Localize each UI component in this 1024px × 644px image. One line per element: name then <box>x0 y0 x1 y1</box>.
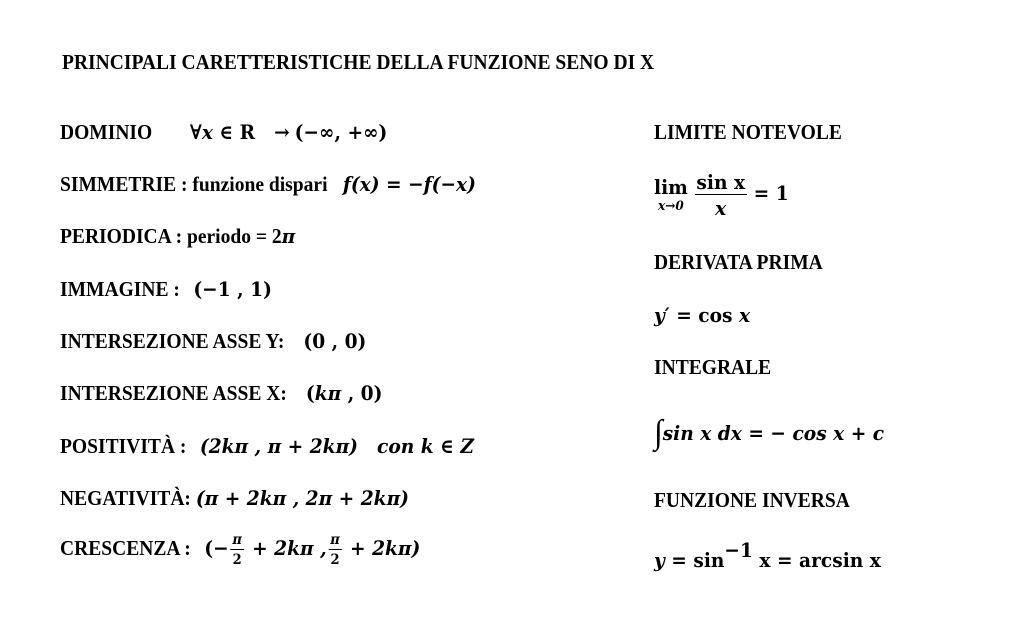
positivita-row <box>60 434 474 459</box>
limit-operator <box>654 177 688 213</box>
positivita-label: POSITIVITÀ : <box>60 434 187 458</box>
inversa-sin: = sin <box>664 548 725 572</box>
intersezione-x-label: INTERSEZIONE ASSE X: <box>60 381 287 405</box>
positivita-value: (2kπ , π + 2kπ) <box>199 434 358 458</box>
dominio-set: ∈ R <box>212 120 256 144</box>
limite-formula <box>654 172 789 218</box>
immagine-value: (−1 , 1) <box>193 277 272 301</box>
limit-word: lim <box>654 175 688 199</box>
intersezione-x-close: , 0) <box>341 381 383 405</box>
negativita-row <box>60 486 409 511</box>
inversa-formula <box>654 540 881 573</box>
derivata-prima-label: DERIVATA PRIMA <box>654 250 823 274</box>
derivata-x: x <box>738 303 751 327</box>
limit-subscript: x→0 <box>658 199 684 214</box>
crescenza-mid: + 2kπ , <box>245 535 327 560</box>
inversa-y: y <box>654 548 665 572</box>
intersezione-y-label: INTERSEZIONE ASSE Y: <box>60 329 285 353</box>
periodica-pi: π <box>281 224 296 248</box>
funzione-inversa-label: FUNZIONE INVERSA <box>654 488 850 512</box>
fraction-denominator: 2 <box>232 552 242 568</box>
limit-numerator: sin x <box>696 170 746 194</box>
limit-result: = 1 <box>753 180 789 205</box>
simmetrie-label: SIMMETRIE : <box>60 172 188 196</box>
derivata-y: y′ <box>654 303 670 327</box>
dominio-row <box>60 120 387 145</box>
crescenza-row <box>60 533 420 567</box>
inversa-exponent: −1 <box>724 538 753 562</box>
page-title: PRINCIPALI CARETTERISTICHE DELLA FUNZIONE SENO DI X <box>62 50 655 74</box>
simmetrie-formula: f(x) = −f(−x) <box>342 172 476 196</box>
periodica-text: : periodo = 2 <box>175 224 282 248</box>
crescenza-label: CRESCENZA : <box>60 535 191 560</box>
fraction-denominator: 2 <box>330 552 340 568</box>
intersezione-x-row <box>60 381 382 406</box>
crescenza-end: + 2kπ) <box>343 535 421 560</box>
integrale-expression: sin x dx = − cos x + c <box>662 420 885 445</box>
derivata-formula <box>654 303 750 328</box>
simmetrie-row <box>60 172 476 197</box>
limit-denominator: x <box>715 196 727 220</box>
dominio-variable: x <box>201 120 213 144</box>
integral-sign: ∫ <box>654 414 663 451</box>
crescenza-fraction-1 <box>231 533 244 567</box>
forall-symbol: ∀ <box>189 120 202 144</box>
limit-fraction <box>695 172 747 218</box>
crescenza-fraction-2 <box>328 533 341 567</box>
periodica-row <box>60 224 295 249</box>
integrale-label: INTEGRALE <box>654 355 772 379</box>
arrow-icon: → <box>274 120 290 144</box>
intersezione-y-value: (0 , 0) <box>303 329 367 353</box>
dominio-interval: (−∞, +∞) <box>294 120 388 144</box>
intersezione-y-row <box>60 329 366 354</box>
inversa-arcsin: x = arcsin x <box>752 548 881 572</box>
integrale-formula <box>654 416 884 454</box>
derivata-cos: = cos <box>669 303 739 327</box>
immagine-row <box>60 277 272 302</box>
dominio-label: DOMINIO <box>60 120 153 144</box>
crescenza-open: (− <box>204 535 229 560</box>
intersezione-x-open: ( <box>305 381 315 405</box>
simmetrie-text: funzione dispari <box>192 172 328 196</box>
positivita-condition: con k ∈ Z <box>377 434 474 458</box>
fraction-numerator: π <box>232 532 242 548</box>
fraction-numerator: π <box>330 532 340 548</box>
negativita-value: (π + 2kπ , 2π + 2kπ) <box>195 486 409 510</box>
limite-notevole-label: LIMITE NOTEVOLE <box>654 120 842 144</box>
intersezione-x-kpi: kπ <box>314 381 342 405</box>
negativita-label: NEGATIVITÀ: <box>60 486 191 510</box>
immagine-label: IMMAGINE : <box>60 277 180 301</box>
periodica-label: PERIODICA <box>60 224 171 248</box>
